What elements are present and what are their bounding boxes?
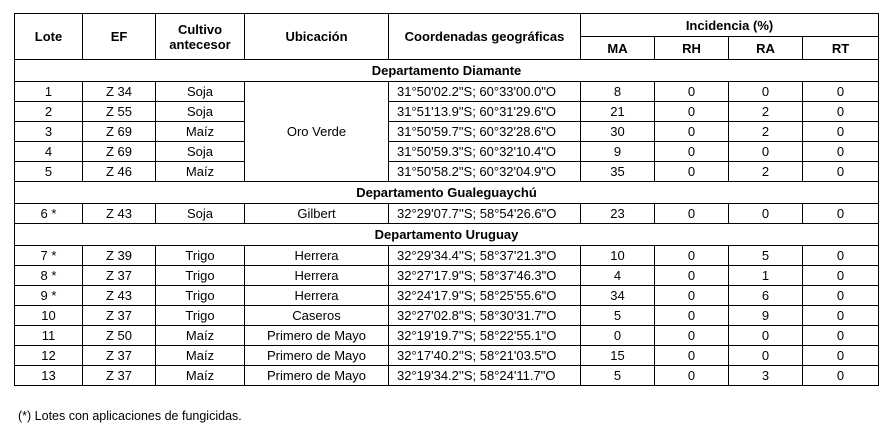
cell-rt: 0 [803, 246, 879, 266]
cell-ma: 4 [581, 266, 655, 286]
cell-ef: Z 37 [83, 346, 156, 366]
cell-ef: Z 69 [83, 142, 156, 162]
cell-rh: 0 [655, 326, 729, 346]
cell-rh: 0 [655, 102, 729, 122]
header-ra: RA [729, 37, 803, 60]
department-row: Departamento Uruguay [15, 224, 879, 246]
cell-rt: 0 [803, 204, 879, 224]
cell-ma: 5 [581, 306, 655, 326]
cell-ef: Z 43 [83, 286, 156, 306]
cell-ef: Z 37 [83, 366, 156, 386]
cell-ef: Z 34 [83, 82, 156, 102]
cell-rh: 0 [655, 366, 729, 386]
cell-ma: 35 [581, 162, 655, 182]
cell-lote: 1 [15, 82, 83, 102]
cell-rh: 0 [655, 346, 729, 366]
cell-coordenadas: 32°17'40.2''S; 58°21'03.5"O [389, 346, 581, 366]
cell-ef: Z 50 [83, 326, 156, 346]
cell-rh: 0 [655, 142, 729, 162]
cell-rt: 0 [803, 326, 879, 346]
cell-ra: 3 [729, 366, 803, 386]
cell-ma: 21 [581, 102, 655, 122]
cell-ra: 0 [729, 142, 803, 162]
cell-rh: 0 [655, 204, 729, 224]
cell-ma: 34 [581, 286, 655, 306]
table-row [15, 162, 879, 182]
cell-rt: 0 [803, 102, 879, 122]
cell-ef: Z 43 [83, 204, 156, 224]
cell-ra: 0 [729, 204, 803, 224]
cell-ma: 15 [581, 346, 655, 366]
cell-lote: 13 [15, 366, 83, 386]
department-row: Departamento Gualeguaychú [15, 182, 879, 204]
cell-cultivo: Maíz [156, 162, 245, 182]
cell-coordenadas: 32°19'34.2''S; 58°24'11.7"O [389, 366, 581, 386]
cell-lote: 2 [15, 102, 83, 122]
cell-cultivo: Maíz [156, 326, 245, 346]
cell-rh: 0 [655, 122, 729, 142]
cell-ubicacion: Herrera [245, 286, 389, 306]
cell-cultivo: Soja [156, 142, 245, 162]
cell-ubicacion: Primero de Mayo [245, 326, 389, 346]
cell-ra: 0 [729, 326, 803, 346]
cell-rt: 0 [803, 142, 879, 162]
cell-coordenadas: 32°19'19.7''S; 58°22'55.1"O [389, 326, 581, 346]
header-rh: RH [655, 37, 729, 60]
cell-ma: 5 [581, 366, 655, 386]
cell-rh: 0 [655, 246, 729, 266]
cell-coordenadas: 31°50'59.3"S; 60°32'10.4"O [389, 142, 581, 162]
cell-ubicacion: Oro Verde [245, 82, 389, 182]
cell-lote: 7 * [15, 246, 83, 266]
cell-ra: 1 [729, 266, 803, 286]
cell-ra: 0 [729, 346, 803, 366]
cell-rh: 0 [655, 306, 729, 326]
cell-rt: 0 [803, 122, 879, 142]
cell-rh: 0 [655, 266, 729, 286]
department-row: Departamento Diamante [15, 60, 879, 82]
table-row [15, 366, 879, 386]
header-incidencia: Incidencia (%) [581, 14, 879, 37]
cell-cultivo: Trigo [156, 266, 245, 286]
cell-coordenadas: 32°29'07.7''S; 58°54'26.6"O [389, 204, 581, 224]
cell-rt: 0 [803, 346, 879, 366]
cell-ma: 30 [581, 122, 655, 142]
cell-lote: 12 [15, 346, 83, 366]
header-coordenadas: Coordenadas geográficas [389, 14, 581, 60]
cell-rt: 0 [803, 366, 879, 386]
table-row [15, 326, 879, 346]
cell-ef: Z 55 [83, 102, 156, 122]
cell-coordenadas: 31°50'02.2"S; 60°33'00.0"O [389, 82, 581, 102]
cell-coordenadas: 31°50'58.2"S; 60°32'04.9"O [389, 162, 581, 182]
cell-lote: 11 [15, 326, 83, 346]
cell-ma: 10 [581, 246, 655, 266]
cell-cultivo: Maíz [156, 366, 245, 386]
table-row [15, 102, 879, 122]
cell-ef: Z 46 [83, 162, 156, 182]
cell-lote: 3 [15, 122, 83, 142]
cell-ubicacion: Gilbert [245, 204, 389, 224]
cell-lote: 10 [15, 306, 83, 326]
header-lote: Lote [15, 14, 83, 60]
cell-coordenadas: 32°24'17.9''S; 58°25'55.6"O [389, 286, 581, 306]
cell-rt: 0 [803, 286, 879, 306]
header-cultivo: Cultivo antecesor [156, 14, 245, 60]
table-row [15, 286, 879, 306]
table-row [15, 266, 879, 286]
cell-coordenadas: 31°51'13.9"S; 60°31'29.6"O [389, 102, 581, 122]
cell-ma: 23 [581, 204, 655, 224]
cell-ra: 0 [729, 82, 803, 102]
table-row [15, 142, 879, 162]
cell-ubicacion: Primero de Mayo [245, 346, 389, 366]
cell-ra: 5 [729, 246, 803, 266]
cell-ef: Z 69 [83, 122, 156, 142]
table-row [15, 306, 879, 326]
table-row [15, 204, 879, 224]
cell-coordenadas: 32°27'02.8''S; 58°30'31.7"O [389, 306, 581, 326]
cell-cultivo: Soja [156, 102, 245, 122]
data-table [14, 13, 879, 386]
cell-rt: 0 [803, 162, 879, 182]
cell-ef: Z 37 [83, 266, 156, 286]
cell-cultivo: Trigo [156, 286, 245, 306]
cell-lote: 8 * [15, 266, 83, 286]
cell-ubicacion: Herrera [245, 266, 389, 286]
cell-rh: 0 [655, 286, 729, 306]
cell-coordenadas: 32°27'17.9''S; 58°37'46.3"O [389, 266, 581, 286]
cell-lote: 4 [15, 142, 83, 162]
cell-lote: 9 * [15, 286, 83, 306]
cell-ef: Z 39 [83, 246, 156, 266]
cell-cultivo: Maíz [156, 346, 245, 366]
cell-ra: 2 [729, 162, 803, 182]
header-ef: EF [83, 14, 156, 60]
cell-cultivo: Trigo [156, 246, 245, 266]
table-row [15, 246, 879, 266]
cell-cultivo: Trigo [156, 306, 245, 326]
footnote: (*) Lotes con aplicaciones de fungicidas. [18, 409, 242, 423]
cell-coordenadas: 31°50'59.7"S; 60°32'28.6"O [389, 122, 581, 142]
cell-ra: 6 [729, 286, 803, 306]
cell-ra: 2 [729, 102, 803, 122]
cell-ra: 2 [729, 122, 803, 142]
cell-ra: 9 [729, 306, 803, 326]
cell-rt: 0 [803, 266, 879, 286]
cell-ubicacion: Herrera [245, 246, 389, 266]
cell-cultivo: Soja [156, 204, 245, 224]
cell-rt: 0 [803, 82, 879, 102]
header-ma: MA [581, 37, 655, 60]
cell-rt: 0 [803, 306, 879, 326]
cell-cultivo: Soja [156, 82, 245, 102]
table-container [14, 13, 878, 386]
cell-ef: Z 37 [83, 306, 156, 326]
cell-rh: 0 [655, 162, 729, 182]
table-row [15, 346, 879, 366]
cell-ma: 0 [581, 326, 655, 346]
table-row [15, 82, 879, 102]
cell-ubicacion: Caseros [245, 306, 389, 326]
table-row [15, 122, 879, 142]
cell-cultivo: Maíz [156, 122, 245, 142]
cell-ma: 9 [581, 142, 655, 162]
cell-rh: 0 [655, 82, 729, 102]
cell-lote: 6 * [15, 204, 83, 224]
cell-lote: 5 [15, 162, 83, 182]
header-ubicacion: Ubicación [245, 14, 389, 60]
cell-ubicacion: Primero de Mayo [245, 366, 389, 386]
header-rt: RT [803, 37, 879, 60]
cell-coordenadas: 32°29'34.4''S; 58°37'21.3"O [389, 246, 581, 266]
cell-ma: 8 [581, 82, 655, 102]
